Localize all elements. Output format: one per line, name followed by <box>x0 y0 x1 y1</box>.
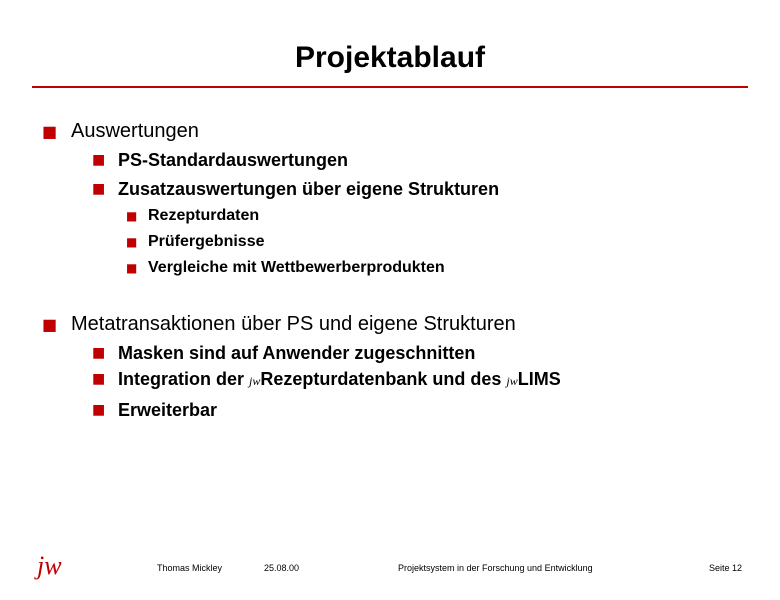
footer-date: 25.08.00 <box>264 563 300 573</box>
bullet-auswertungen <box>42 120 199 143</box>
footer-page-number: Seite 12 <box>709 563 743 573</box>
jw-logo-inline: jw <box>506 374 518 388</box>
square-bullet-icon: ■ <box>126 261 138 275</box>
jw-logo: jw <box>37 551 62 580</box>
bullet-label: PS-Standardauswertungen <box>118 150 349 170</box>
slide-title: Projektablauf <box>294 41 486 74</box>
bullet-label: Masken sind auf Anwender zugeschnitten <box>118 343 476 363</box>
square-bullet-icon: ■ <box>42 122 58 141</box>
bullet-label: Auswertungen <box>71 120 199 142</box>
square-bullet-icon: ■ <box>92 181 106 197</box>
bullet-label: Zusatzauswertungen über eigene Strukturen <box>118 179 500 199</box>
bullet-label: Vergleiche mit Wettbewerberprodukten <box>148 259 445 276</box>
bullet-masken <box>92 343 476 364</box>
jw-logo-inline: jw <box>249 374 261 388</box>
square-bullet-icon: ■ <box>126 235 138 249</box>
footer-subject: Projektsystem in der Forschung und Entwicklung <box>398 563 593 573</box>
bullet-vergleiche <box>126 259 445 277</box>
bullet-metatransaktionen <box>42 313 516 336</box>
square-bullet-icon: ■ <box>126 209 138 223</box>
bullet-rezepturdaten <box>126 207 260 225</box>
square-bullet-icon: ■ <box>42 315 58 334</box>
bullet-standardauswertungen <box>92 150 349 171</box>
title-divider <box>32 86 748 88</box>
bullet-erweiterbar <box>92 400 218 421</box>
square-bullet-icon: ■ <box>92 371 106 387</box>
bullet-label: Metatransaktionen über PS und eigene Strukturen <box>71 313 516 335</box>
bullet-label: Rezepturdaten <box>148 207 260 224</box>
footer-author: Thomas Mickley <box>157 563 223 573</box>
bullet-label-suffix: LIMS <box>517 369 561 389</box>
square-bullet-icon: ■ <box>92 402 106 418</box>
bullet-integration <box>92 369 561 390</box>
square-bullet-icon: ■ <box>92 152 106 168</box>
square-bullet-icon: ■ <box>92 345 106 361</box>
bullet-label: Prüfergebnisse <box>148 233 265 250</box>
bullet-pruefergebnisse <box>126 233 265 251</box>
bullet-label-prefix: Integration der <box>118 369 250 389</box>
bullet-label: Erweiterbar <box>118 400 218 420</box>
bullet-label-middle: Rezepturdatenbank und des <box>260 369 507 389</box>
bullet-zusatzauswertungen <box>92 179 500 200</box>
